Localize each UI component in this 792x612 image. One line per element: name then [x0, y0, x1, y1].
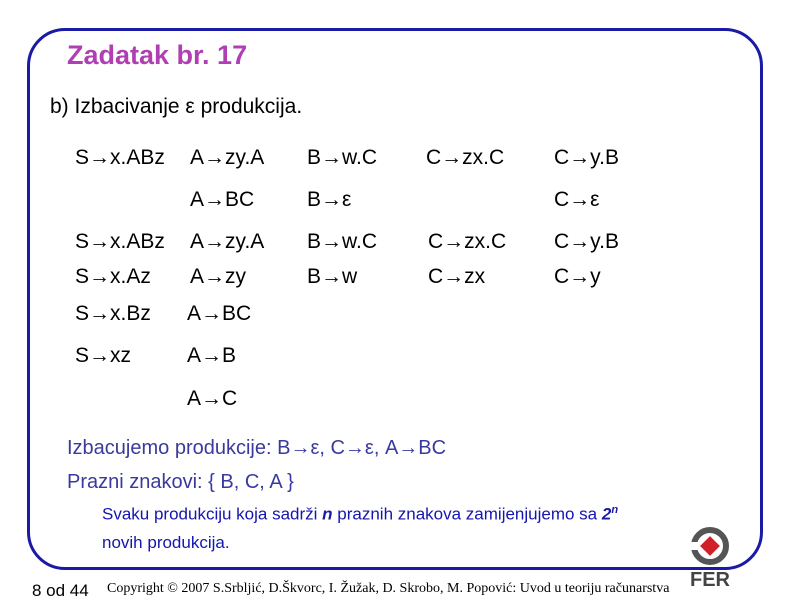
- production: A→zy.A: [190, 146, 265, 169]
- production: B→w.C: [307, 146, 378, 169]
- production: B→w: [307, 265, 358, 288]
- production: S→xz: [75, 344, 132, 367]
- fer-logo-text: FER: [690, 569, 730, 590]
- copyright: Copyright © 2007 S.Srbljić, D.Škvorc, I. Žužak, D. Skrobo, M. Popović: Uvod u teoriju računarstva: [107, 581, 670, 596]
- production: C→ε: [554, 188, 600, 211]
- slide-subtitle: b) Izbacivanje ε produkcija.: [50, 95, 303, 118]
- slide-title: Zadatak br. 17: [67, 40, 248, 70]
- production: S→x.Bz: [75, 302, 151, 325]
- production: B→w.C: [307, 230, 378, 253]
- rule-two: 2: [601, 504, 612, 524]
- production: C→zx.C: [428, 230, 507, 253]
- production: S→x.Az: [75, 265, 151, 288]
- replacement-rule-note: [102, 504, 618, 525]
- production: S→x.ABz: [75, 146, 165, 169]
- production: B→ε: [307, 188, 352, 211]
- production: C→zx.C: [426, 146, 505, 169]
- rule-n: n: [322, 504, 333, 524]
- production: A→BC: [190, 188, 255, 211]
- production: C→y.B: [554, 230, 619, 253]
- production: S→x.ABz: [75, 230, 165, 253]
- production: C→y: [554, 265, 601, 288]
- removed-productions-note: Izbacujemo produkcije: B→ε, C→ε, A→BC: [67, 437, 447, 459]
- rule-exponent: n: [611, 504, 619, 516]
- rule-text: Svaku produkciju koja sadrži: [102, 504, 323, 524]
- production: C→y.B: [554, 146, 619, 169]
- rule-text: praznih znakova zamijenjujemo sa: [332, 504, 602, 524]
- fer-logo-icon: [686, 526, 734, 590]
- production: A→B: [187, 344, 237, 367]
- empty-symbols-note: Prazni znakovi: { B, C, A }: [67, 471, 294, 493]
- page-number: 8 od 44: [32, 581, 89, 600]
- fer-logo: [686, 526, 734, 595]
- production: A→zy: [190, 265, 247, 288]
- production: C→zx: [428, 265, 486, 288]
- production: A→BC: [187, 302, 252, 325]
- production: A→zy.A: [190, 230, 265, 253]
- replacement-rule-note-cont: novih produkcija.: [102, 533, 230, 552]
- production: A→C: [187, 387, 238, 410]
